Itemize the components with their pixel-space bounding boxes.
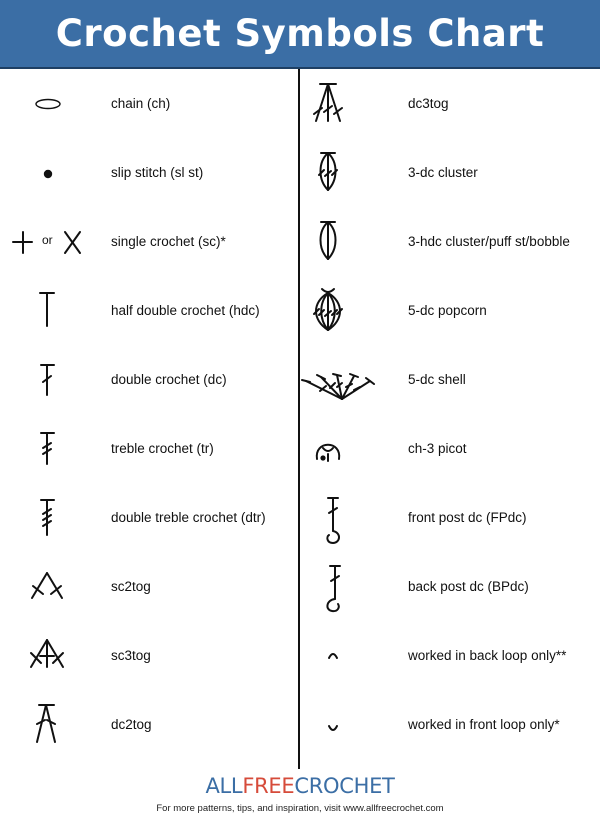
column-divider [298,69,300,769]
logo-part-all: ALL [205,774,243,798]
right-column [302,69,600,759]
symbol-row [302,483,600,552]
dc3tog-icon [304,69,352,138]
left-column [0,69,296,759]
symbol-row [0,207,296,276]
page-title: Crochet Symbols Chart [55,12,545,55]
symbol-row [302,138,600,207]
chain-icon [0,69,96,138]
symbol-label: ch-3 picot [408,441,467,456]
symbol-row [302,414,600,483]
front-post-dc-icon [304,483,352,552]
symbol-label: sc2tog [111,579,151,594]
symbol-label: double crochet (dc) [111,372,227,387]
half-double-crochet-icon [0,276,96,345]
5-dc-popcorn-icon [304,276,352,345]
sc2tog-icon [0,552,96,621]
symbol-label: chain (ch) [111,96,171,111]
symbol-label: half double crochet (hdc) [111,303,260,318]
slip-stitch-icon [0,138,96,207]
footer-text: For more patterns, tips, and inspiration, visit www.allfreecrochet.com [156,803,444,814]
header-banner [0,0,600,69]
symbol-label: back post dc (BPdc) [408,579,529,594]
front-loop-icon [304,690,352,759]
back-loop-icon [304,621,352,690]
double-crochet-icon [0,345,96,414]
symbol-label: slip stitch (sl st) [111,165,204,180]
dc2tog-icon [0,690,96,759]
symbol-label: 3-hdc cluster/puff st/bobble [408,234,570,249]
symbol-label: 5-dc popcorn [408,303,487,318]
3-hdc-cluster-icon [304,207,352,276]
symbol-row [302,276,600,345]
symbol-row [302,69,600,138]
symbol-row [302,621,600,690]
symbol-row [0,69,296,138]
symbol-row [0,552,296,621]
symbol-row [302,552,600,621]
symbol-label: 3-dc cluster [408,165,478,180]
treble-crochet-icon [0,414,96,483]
symbol-label: single crochet (sc)* [111,234,226,249]
symbol-label: sc3tog [111,648,151,663]
symbol-label: dc3tog [408,96,449,111]
symbol-row [0,345,296,414]
symbol-label: 5-dc shell [408,372,466,387]
symbol-row [302,690,600,759]
3-dc-cluster-icon [304,138,352,207]
logo-part-crochet: CROCHET [294,774,395,798]
symbol-row [0,690,296,759]
single-crochet-icon [0,207,96,276]
symbol-row [0,138,296,207]
allfreecrochet-logo [0,774,600,798]
symbol-row [0,414,296,483]
symbol-label: double treble crochet (dtr) [111,510,266,525]
5-dc-shell-icon [304,345,352,414]
symbol-label: worked in back loop only** [408,648,567,663]
back-post-dc-icon [304,552,352,621]
ch-3-picot-icon [304,414,352,483]
double-treble-crochet-icon [0,483,96,552]
symbol-row [0,621,296,690]
symbol-label: dc2tog [111,717,152,732]
or-text: or [42,233,53,247]
symbol-row [302,207,600,276]
symbol-row [302,345,600,414]
symbol-row [0,483,296,552]
symbol-row [0,276,296,345]
symbol-label: front post dc (FPdc) [408,510,527,525]
symbol-label: treble crochet (tr) [111,441,214,456]
symbol-label: worked in front loop only* [408,717,560,732]
logo-part-free: FREE [242,774,295,798]
sc3tog-icon [0,621,96,690]
